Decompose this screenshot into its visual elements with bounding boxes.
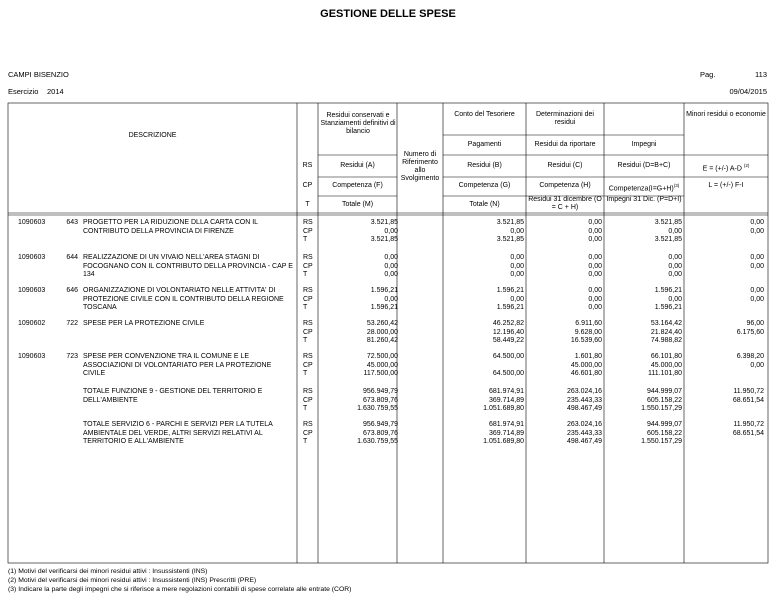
row-value-c: 6.911,60 — [575, 320, 602, 327]
row-value-n: 1.596,21 — [496, 304, 524, 312]
row-value-rs: RS — [303, 388, 313, 395]
header-minori-residui: Minori residui o economie — [686, 111, 766, 118]
header-residui-c: Residui (C) — [547, 162, 583, 169]
footnote-3: (3) Indicare la parte degli impegni che si riferisce a mere regolazioni contabili di spese correlate alle entrate (COR) — [8, 586, 352, 593]
row-values-column — [684, 388, 764, 414]
row-values-column — [684, 320, 764, 346]
header-competenza-h: Competenza (H) — [539, 182, 591, 189]
row-value-o: 0,00 — [588, 271, 602, 279]
fiscal-year: 2014 — [47, 87, 64, 96]
row-value-m: 117.500,00 — [363, 370, 398, 378]
row-number: 723 — [66, 353, 78, 360]
row-values-column — [604, 219, 682, 245]
row-value-t: T — [303, 337, 308, 345]
row-value-d: 944.999,07 — [646, 421, 682, 428]
header-competenza-g: Competenza (G) — [458, 182, 511, 189]
row-value-g: 0,00 — [510, 227, 524, 235]
row-value-f: 673.809,76 — [362, 396, 398, 404]
row-value-cp: CP — [303, 396, 313, 404]
row-value-empty — [684, 304, 764, 313]
row-value-t: T — [303, 304, 308, 312]
row-value-n: 64.500,00 — [492, 370, 524, 378]
row-value-p: 3.521,85 — [654, 236, 682, 244]
row-value-m: 1.630.759,55 — [357, 405, 398, 413]
row-value-a: 53.260,42 — [366, 320, 398, 327]
header-totale-n: Totale (N) — [469, 201, 500, 208]
row-value-o: 498.467,49 — [566, 438, 602, 446]
row-description: PROGETTO PER LA RIDUZIONE DLLA CARTA CON IL CONTRIBUTO DELLA PROVINCIA DI FIRENZE — [83, 219, 258, 235]
row-values-column — [604, 353, 682, 379]
row-value-t: T — [303, 236, 308, 244]
header-rs: RS — [302, 162, 313, 169]
row-value-empty — [684, 405, 764, 414]
row-value-d: 944.999,07 — [646, 388, 682, 395]
row-value-d: 53.164,42 — [650, 320, 682, 327]
row-values-column — [604, 287, 682, 313]
row-value-cp: CP — [303, 262, 313, 270]
header-competenza-f: Competenza (F) — [332, 182, 383, 189]
header-cp: CP — [302, 182, 313, 189]
row-values-column — [303, 388, 313, 414]
row-values-column — [684, 287, 764, 313]
row-values-column — [526, 421, 602, 447]
row-value-c: 0,00 — [588, 287, 602, 294]
row-value-c: 263.024,16 — [566, 388, 602, 395]
row-values-column — [684, 421, 764, 447]
row-values-column — [526, 254, 602, 280]
row-code: 1090602 — [18, 320, 46, 327]
row-value-o: 16.539,60 — [570, 337, 602, 345]
row-value-f: 28.000,00 — [366, 328, 398, 336]
row-value-b: 681.974,91 — [488, 421, 524, 428]
row-values-column — [318, 254, 398, 280]
row-value-f: 0,00 — [384, 295, 398, 303]
report-date: 09/04/2015 — [729, 87, 767, 96]
row-values-column — [318, 421, 398, 447]
row-value-l: 0,00 — [750, 227, 764, 235]
header-l-formula: L = (+/-) F-I — [708, 182, 744, 189]
row-value-cp: CP — [303, 429, 313, 437]
row-value-p: 1.596,21 — [654, 304, 682, 312]
row-value-b: 64.500,00 — [492, 353, 524, 360]
row-values-column — [303, 353, 313, 379]
row-value-o: 46.601,80 — [570, 370, 602, 378]
row-values-column — [303, 421, 313, 447]
row-value-d: 0,00 — [668, 254, 682, 261]
row-value-g: 369.714,89 — [488, 396, 524, 404]
row-value-c: 263.024,16 — [566, 421, 602, 428]
row-value-f: 0,00 — [384, 262, 398, 270]
row-value-d: 1.596,21 — [654, 287, 682, 294]
row-value-e: 96,00 — [746, 320, 764, 327]
row-value-l: 0,00 — [750, 295, 764, 303]
header-competenza-i-note: (3) — [673, 183, 680, 188]
row-value-i: 21.824,40 — [650, 328, 682, 336]
row-value-o: 0,00 — [588, 236, 602, 244]
row-value-cp: CP — [303, 361, 313, 369]
header-competenza-i-text: Competenza(I=G+H) — [608, 185, 674, 193]
row-values-column — [526, 388, 602, 414]
row-values-column — [443, 353, 524, 379]
row-value-i: 605.158,22 — [646, 429, 682, 437]
row-value-h: 0,00 — [588, 295, 602, 303]
row-value-e: 11.950,72 — [733, 421, 764, 428]
row-value-p: 0,00 — [668, 271, 682, 279]
row-values-column — [526, 219, 602, 245]
row-value-i: 0,00 — [668, 227, 682, 235]
row-value-h: 9.628,00 — [574, 328, 602, 336]
row-values-column — [604, 388, 682, 414]
header-descrizione: DESCRIZIONE — [128, 132, 177, 139]
row-value-d: 66.101,80 — [650, 353, 682, 360]
row-values-column — [443, 219, 524, 245]
row-value-empty — [684, 370, 764, 379]
row-value-l: 68.651,54 — [732, 396, 764, 404]
row-code: 1090603 — [18, 353, 46, 360]
row-number: 644 — [66, 254, 78, 261]
row-code: 1090603 — [18, 219, 46, 226]
row-value-l: 6.175,60 — [736, 328, 764, 336]
row-value-m: 3.521,85 — [370, 236, 398, 244]
row-value-f: 45.000,00 — [366, 361, 398, 369]
header-residui-a: Residui (A) — [340, 162, 375, 169]
row-value-cp: CP — [303, 295, 313, 303]
row-value-rs: RS — [303, 287, 313, 294]
header-residui-d: Residui (D=B+C) — [617, 162, 671, 169]
page-number: 113 — [755, 70, 767, 79]
row-value-h: 235.443,33 — [566, 396, 602, 404]
row-value-m: 0,00 — [384, 271, 398, 279]
row-description: TOTALE FUNZIONE 9 - GESTIONE DEL TERRITORIO E DELL'AMBIENTE — [83, 388, 263, 404]
row-values-column — [604, 320, 682, 346]
row-value-t: T — [303, 370, 308, 378]
header-competenza-i — [604, 182, 684, 193]
row-value-rs: RS — [303, 320, 313, 327]
header-numero-riferimento: Numero di Riferimento allo Svolgimento — [400, 151, 440, 182]
row-value-a: 956.949,79 — [362, 421, 398, 428]
row-value-p: 1.550.157,29 — [641, 438, 682, 446]
row-value-c: 0,00 — [588, 254, 602, 261]
row-value-c: 0,00 — [588, 219, 602, 226]
row-number: 643 — [66, 219, 78, 226]
header-e-note: (2) — [743, 163, 750, 168]
row-value-o: 498.467,49 — [566, 405, 602, 413]
row-description: SPESE PER CONVENZIONE TRA IL COMUNE E LE ASSOCIAZIONI DI VOLONTARIATO PER LA PROTEZIONE CIVILE — [83, 353, 272, 378]
row-code: 1090603 — [18, 287, 46, 294]
row-value-b: 681.974,91 — [488, 388, 524, 395]
row-value-n: 58.449,22 — [492, 337, 524, 345]
row-value-e: 0,00 — [750, 287, 764, 294]
row-value-rs: RS — [303, 353, 313, 360]
row-value-e: 11.950,72 — [733, 388, 764, 395]
entity-name: CAMPI BISENZIO — [8, 70, 69, 79]
header-impegni-31: Impegni 31 Dic. (P=D+I) — [606, 196, 682, 203]
row-value-t: T — [303, 438, 308, 446]
row-value-g: 0,00 — [510, 262, 524, 270]
header-impegni: Impegni — [631, 141, 657, 148]
row-value-i: 605.158,22 — [646, 396, 682, 404]
row-values-column — [526, 353, 602, 379]
row-value-f: 0,00 — [384, 227, 398, 235]
fiscal-year-label: Esercizio — [8, 87, 39, 96]
row-values-column — [303, 287, 313, 313]
footnote-1: (1) Motivi del verificarsi dei minori residui attivi : Insussistenti (INS) — [8, 568, 208, 575]
row-description: ORGANIZZAZIONE DI VOLONTARIATO NELLE ATTIVITA' DI PROTEZIONE CIVILE CON IL CONTRIBUTO DELLA REGIONE TOSCANA — [83, 287, 284, 312]
row-value-b: 3.521,85 — [496, 219, 524, 226]
row-description: SPESE PER LA PROTEZIONE CIVILE — [83, 320, 205, 327]
header-residui-conservati: Residui conservati e Stanziamenti definitivi di bilancio — [320, 112, 396, 135]
header-residui-31: Residui 31 dicembre (O = C + H) — [528, 196, 602, 211]
row-values-column — [443, 421, 524, 447]
row-values-column — [303, 219, 313, 245]
row-value-d: 3.521,85 — [654, 219, 682, 226]
row-value-h: 235.443,33 — [566, 429, 602, 437]
row-value-l: 68.651,54 — [732, 429, 764, 437]
row-values-column — [443, 287, 524, 313]
header-totale-m: Totale (M) — [341, 201, 374, 208]
row-values-column — [443, 388, 524, 414]
row-values-column — [318, 388, 398, 414]
row-values-column — [604, 254, 682, 280]
row-value-p: 74.988,82 — [650, 337, 682, 345]
row-value-i: 45.000,00 — [650, 361, 682, 369]
row-value-n: 3.521,85 — [496, 236, 524, 244]
row-value-l: 0,00 — [750, 361, 764, 369]
row-value-m: 1.596,21 — [370, 304, 398, 312]
row-value-rs: RS — [303, 219, 313, 226]
row-value-empty — [684, 271, 764, 280]
row-number: 646 — [66, 287, 78, 294]
row-value-h: 0,00 — [588, 227, 602, 235]
row-value-cp: CP — [303, 328, 313, 336]
row-value-a: 956.949,79 — [362, 388, 398, 395]
header-pagamenti: Pagamenti — [467, 141, 502, 148]
page-label: Pag. — [700, 70, 716, 79]
row-value-g: 12.196,40 — [492, 328, 524, 336]
row-value-c: 1.601,80 — [574, 353, 602, 360]
row-value-h: 45.000,00 — [570, 361, 602, 369]
row-value-n: 1.051.689,80 — [483, 438, 524, 446]
row-value-g: 369.714,89 — [488, 429, 524, 437]
row-number: 722 — [66, 320, 78, 327]
row-value-h: 0,00 — [588, 262, 602, 270]
row-value-m: 1.630.759,55 — [357, 438, 398, 446]
row-values-column — [684, 254, 764, 280]
header-t: T — [305, 201, 310, 208]
row-value-p: 1.550.157,29 — [641, 405, 682, 413]
header-conto-tesoriere: Conto del Tesoriere — [454, 111, 515, 118]
row-value-i: 0,00 — [668, 295, 682, 303]
row-value-empty — [684, 337, 764, 346]
header-e-formula-text: E = (+/-) A-D — [702, 165, 742, 173]
header-residui-b: Residui (B) — [467, 162, 502, 169]
row-values-column — [684, 353, 764, 379]
row-value-b: 46.252,82 — [492, 320, 524, 327]
row-values-column — [303, 254, 313, 280]
row-value-e: 0,00 — [750, 254, 764, 261]
row-values-column — [526, 320, 602, 346]
row-value-e: 0,00 — [750, 219, 764, 226]
row-value-empty — [684, 438, 764, 447]
row-value-t: T — [303, 271, 308, 279]
row-value-a: 72.500,00 — [366, 353, 398, 360]
row-value-e: 6.398,20 — [736, 353, 764, 360]
row-value-i: 0,00 — [668, 262, 682, 270]
row-value-a: 1.596,21 — [370, 287, 398, 294]
row-values-column — [443, 254, 524, 280]
page-title: GESTIONE DELLE SPESE — [320, 8, 456, 20]
row-value-p: 111.101,80 — [648, 370, 682, 378]
row-description: TOTALE SERVIZIO 6 - PARCHI E SERVIZI PER LA TUTELA AMBIENTALE DEL VERDE, ALTRI SERVIZI RELATIVI AL TERRITORIO E ALL'AMBIENTE — [83, 421, 273, 446]
header-e-formula — [684, 162, 768, 173]
row-values-column — [318, 287, 398, 313]
row-description: REALIZZAZIONE DI UN VIVAIO NELL'AREA STAGNI DI FOCOGNANO CON IL CONTRIBUTO DELLA PROVINCIA - CAP E 134 — [83, 254, 293, 279]
row-value-f: 673.809,76 — [362, 429, 398, 437]
row-value-o: 0,00 — [588, 304, 602, 312]
row-value-l: 0,00 — [750, 262, 764, 270]
row-value-a: 0,00 — [384, 254, 398, 261]
row-value-cp: CP — [303, 227, 313, 235]
row-values-column — [303, 320, 313, 346]
row-value-g — [443, 362, 524, 371]
footnote-2: (2) Motivi del verificarsi dei minori residui attivi : Insussistenti (INS) Prescritti (PRE) — [8, 577, 257, 584]
row-values-column — [684, 219, 764, 245]
header-residui-da-riportare: Residui da riportare — [534, 141, 596, 148]
row-value-n: 0,00 — [510, 271, 524, 279]
row-value-empty — [684, 236, 764, 245]
row-values-column — [604, 421, 682, 447]
row-values-column — [443, 320, 524, 346]
header-determinazioni: Determinazioni dei residui — [536, 111, 594, 126]
row-values-column — [526, 287, 602, 313]
row-values-column — [318, 353, 398, 379]
row-value-m: 81.260,42 — [366, 337, 398, 345]
row-value-a: 3.521,85 — [370, 219, 398, 226]
row-value-b: 0,00 — [510, 254, 524, 261]
row-value-b: 1.596,21 — [496, 287, 524, 294]
row-values-column — [318, 219, 398, 245]
row-code: 1090603 — [18, 254, 46, 261]
row-values-column — [318, 320, 398, 346]
row-value-t: T — [303, 405, 308, 413]
row-value-g: 0,00 — [510, 295, 524, 303]
row-value-rs: RS — [303, 254, 313, 261]
row-value-n: 1.051.689,80 — [483, 405, 524, 413]
row-value-rs: RS — [303, 421, 313, 428]
